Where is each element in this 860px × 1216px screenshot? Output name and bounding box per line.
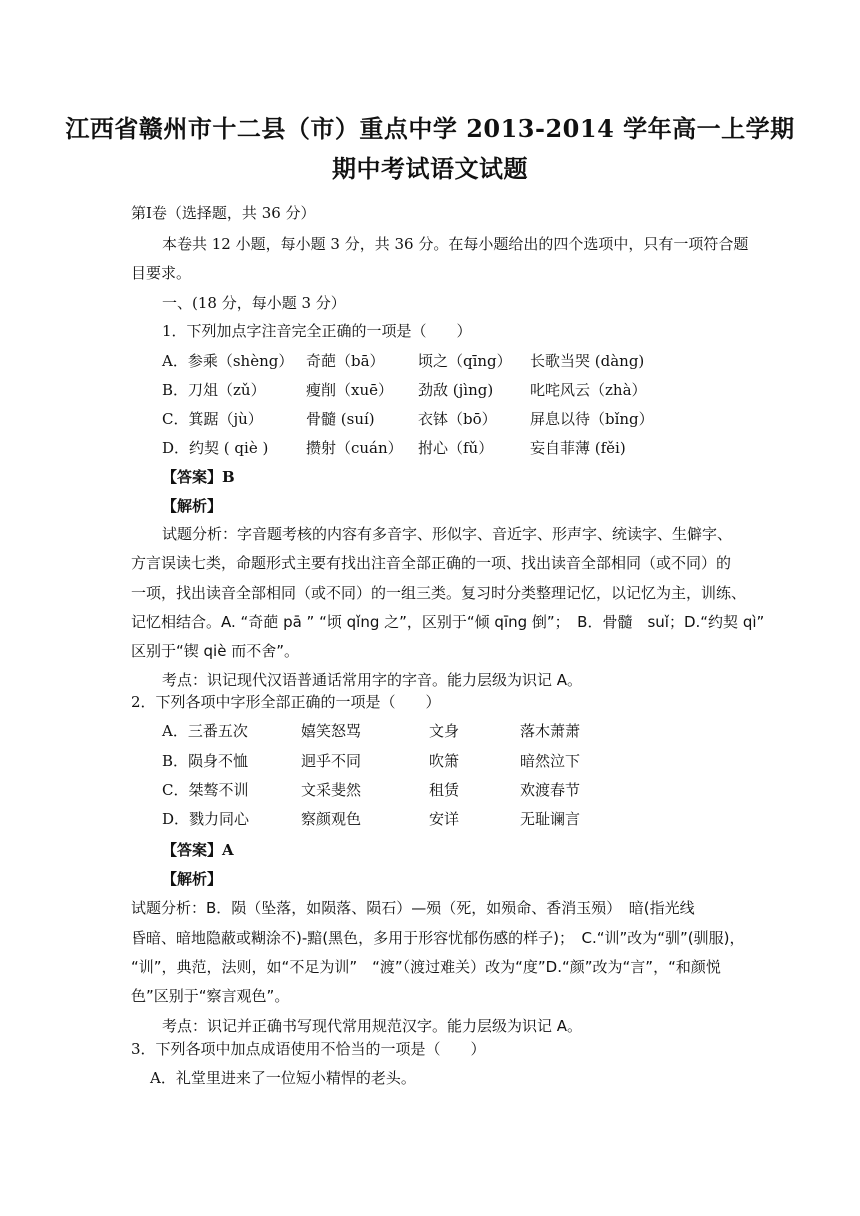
q2-option-cell: D．戮力同心 (162, 810, 250, 828)
q2-option-cell: 迥乎不同 (301, 752, 362, 770)
q2-option-cell: 欢渡春节 (520, 781, 581, 799)
q2-answer: 【答案】A (162, 841, 234, 859)
q2-option-cell: C．桀骜不训 (162, 781, 249, 799)
q3-stem: 3．下列各项中加点成语使用不恰当的一项是（ ） (131, 1040, 486, 1058)
q1-option-cell: 劲敌 (jìng) (418, 381, 494, 399)
q3-option-a: A．礼堂里进来了一位短小精悍的老头。 (150, 1069, 416, 1087)
q2-option-cell: 文身 (429, 722, 460, 740)
document-title-line-1: 江西省赣州市十二县（市）重点中学 2013-2014 学年高一上学期 (65, 114, 795, 143)
q2-option-cell: 文采斐然 (301, 781, 362, 799)
section-heading: 第Ⅰ卷（选择题，共 36 分） (131, 204, 316, 222)
q2-analysis-line: 色”区别于“察言观色”。 (131, 987, 290, 1005)
section-intro-line-1: 本卷共 12 小题，每小题 3 分，共 36 分。在每小题给出的四个选项中，只有一项符合题 (162, 235, 749, 253)
q1-option-cell: 奇葩（bā） (306, 352, 385, 370)
q1-option-cell: A．参乘（shèng） (162, 352, 294, 370)
q1-option-cell: 攒射（cuán） (306, 439, 403, 457)
q1-option-cell: 顷之（qīng） (418, 352, 512, 370)
q2-analysis-line: 昏暗、暗地隐蔽或糊涂不)-黯(黑色，多用于形容忧郁伤感的样子)； C.“训”改为“驯”(驯服)， (131, 929, 745, 947)
q2-analysis-label: 【解析】 (162, 870, 223, 888)
q2-analysis-line: “训”，典范，法则，如“不足为训” “渡”（渡过难关）改为“度”D.“颜”改为“言”，“和颜悦 (131, 958, 721, 976)
q2-stem: 2．下列各项中字形全部正确的一项是（ ） (131, 693, 441, 711)
document-title-line-2: 期中考试语文试题 (332, 154, 528, 183)
q1-option-cell: 妄自菲薄 (fěi) (530, 439, 626, 457)
q2-option-cell: 租赁 (429, 781, 460, 799)
q1-option-cell: C．箕踞（jù） (162, 410, 263, 428)
q1-option-cell: 长歌当哭 (dàng) (530, 352, 645, 370)
part-one-heading: 一、(18 分，每小题 3 分） (162, 294, 346, 312)
q1-exam-point: 考点：识记现代汉语普通话常用字的字音。能力层级为识记 A。 (162, 671, 583, 689)
q1-option-cell: 叱咤风云（zhà） (530, 381, 647, 399)
q1-option-cell: 拊心（fǔ） (418, 439, 494, 457)
q2-option-cell: 落木萧萧 (520, 722, 581, 740)
q2-option-cell: 安详 (429, 810, 460, 828)
q1-analysis-line: 记忆相结合。A. “奇葩 pā ” “顷 qǐng 之”，区别于“倾 qīng 倒”； B．骨髓 suǐ；D.“约契 qì” (131, 613, 765, 631)
q1-analysis-line: 一项，找出读音全部相同（或不同）的一组三类。复习时分类整理记忆，以记忆为主，训练、 (131, 584, 747, 602)
q2-option-cell: 暗然泣下 (520, 752, 581, 770)
q2-option-cell: 察颜观色 (301, 810, 362, 828)
q2-option-cell: 无耻谰言 (520, 810, 581, 828)
q1-option-cell: 衣钵（bō） (418, 410, 497, 428)
q2-exam-point: 考点：识记并正确书写现代常用规范汉字。能力层级为识记 A。 (162, 1017, 583, 1035)
q1-stem: 1．下列加点字注音完全正确的一项是（ ） (162, 322, 472, 340)
q1-analysis-line: 试题分析：字音题考核的内容有多音字、形似字、音近字、形声字、统读字、生僻字、 (162, 525, 733, 543)
q1-answer: 【答案】B (162, 468, 235, 486)
q1-option-cell: 屏息以待（bǐng） (530, 410, 654, 428)
q1-option-cell: B．刀俎（zǔ） (162, 381, 266, 399)
q2-option-cell: A．三番五次 (162, 722, 248, 740)
q1-analysis-line: 方言误读七类，命题形式主要有找出注音全部正确的一项、找出读音全部相同（或不同）的 (131, 554, 732, 572)
q2-option-cell: B．陨身不恤 (162, 752, 249, 770)
q1-option-cell: 骨髓 (suí) (306, 410, 375, 428)
q1-analysis-line: 区别于“锲 qiè 而不舍”。 (131, 642, 299, 660)
q2-analysis-line: 试题分析：B．陨（坠落，如陨落、陨石）—殒（死，如殒命、香消玉殒） 暗(指光线 (131, 899, 695, 917)
q2-option-cell: 嬉笑怒骂 (301, 722, 362, 740)
q2-option-cell: 吹箫 (429, 752, 460, 770)
q1-analysis-label: 【解析】 (162, 497, 223, 515)
section-intro-line-2: 目要求。 (131, 264, 192, 282)
q1-option-cell: D．约契 ( qiè ) (162, 439, 269, 457)
q1-option-cell: 瘦削（xuē） (306, 381, 393, 399)
